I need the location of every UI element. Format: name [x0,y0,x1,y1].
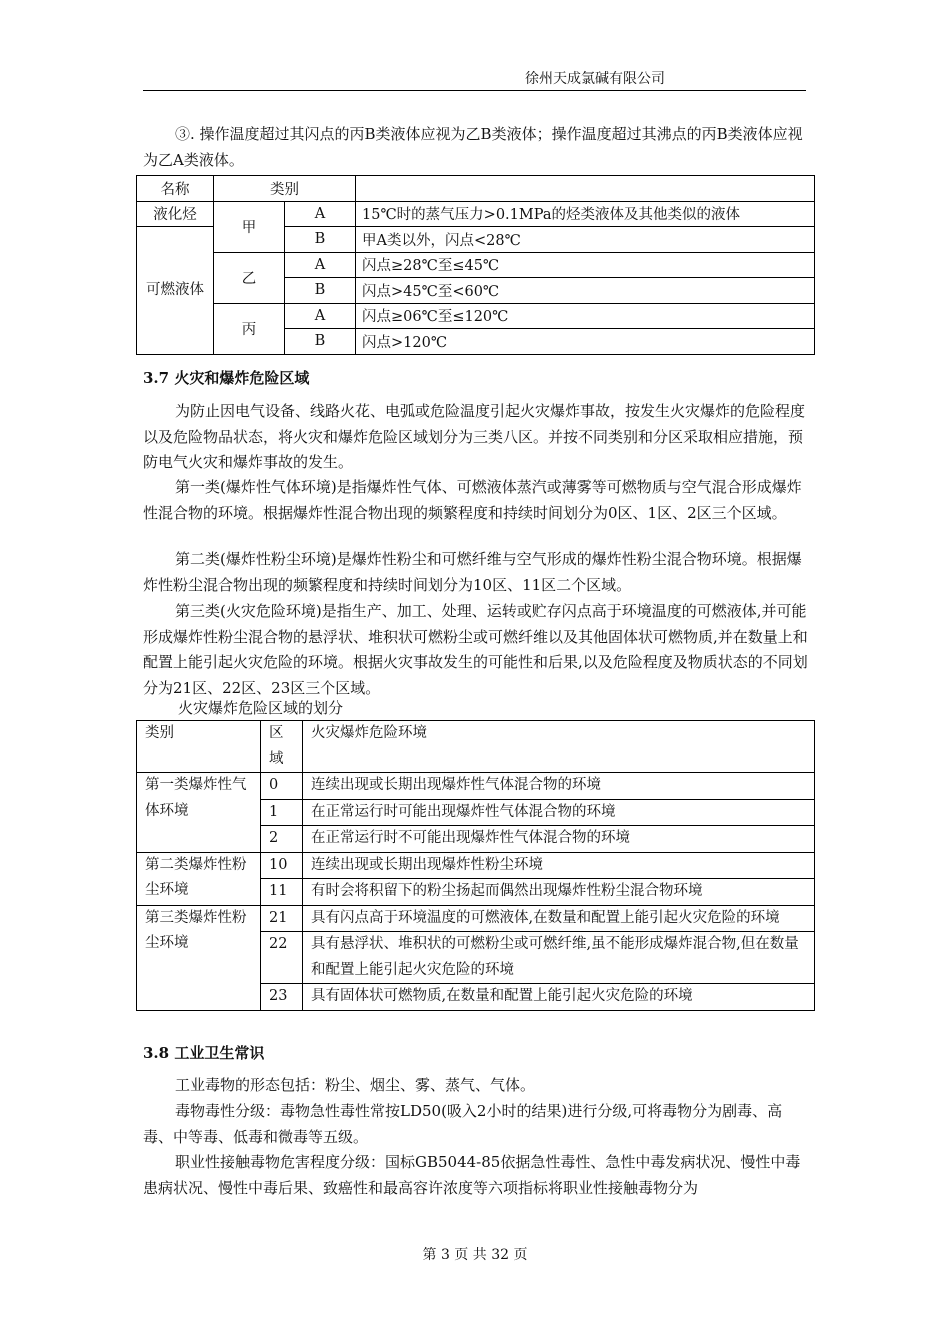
table-cell: 0 [261,773,303,800]
table-cell: A [285,201,356,227]
section-3-7-paragraph: 第三类(火灾危险环境)是指生产、加工、处理、运转或贮存闪点高于环境温度的可燃液体,并可能形成爆炸性粉尘混合物的悬浮状、堆积状可燃粉尘或可燃纤维以及其他固体状可燃物质,并在数量上和配置上能引起火灾危险的环境。根据火灾事故发生的可能性和后果,以及危险程度及物质状态的不同划分为21区、22区、23区三个区域。 [143,602,808,697]
table-row [137,852,815,879]
table-cell: 可燃液体 [137,227,214,355]
table-caption: 火灾爆炸危险区域的划分 [178,699,344,717]
intro-paragraph: ③. 操作温度超过其闪点的丙B类液体应视为乙B类液体；操作温度超过其沸点的丙B类液体应视为乙A类液体。 [143,125,803,169]
table-cell: 第二类爆炸性粉尘环境 [137,852,261,905]
table-cell: 11 [261,879,303,906]
table-cell: 2 [261,826,303,853]
table-cell: 在正常运行时不可能出现爆炸性气体混合物的环境 [303,826,815,853]
table-cell: 乙 [214,252,285,303]
table-cell: 闪点≥06℃至≤120℃ [356,303,815,329]
table-row [137,721,815,773]
table-row [137,773,815,800]
section-3-7-paragraph: 第二类(爆炸性粉尘环境)是爆炸性粉尘和可燃纤维与空气形成的爆炸性粉尘混合物环境。根据爆炸性粉尘混合物出现的频繁程度和持续时间划分为10区、11区二个区域。 [143,550,802,594]
table-cell: 22 [261,932,303,984]
table-cell: 第三类爆炸性粉尘环境 [137,905,261,1010]
table-row [137,252,815,278]
table-cell: 23 [261,984,303,1011]
table-row [137,201,815,227]
header-environment: 火灾爆炸危险环境 [303,721,815,773]
header-category: 类别 [214,176,356,202]
table-cell: A [285,303,356,329]
table-cell: 甲A类以外，闪点<28℃ [356,227,815,253]
table-cell: B [285,329,356,355]
table-cell: 具有悬浮状、堆积状的可燃粉尘或可燃纤维,虽不能形成爆炸混合物,但在数量和配置上能引起火灾危险的环境 [303,932,815,984]
table-cell: 15℃时的蒸气压力>0.1MPa的烃类液体及其他类似的液体 [356,201,815,227]
table-cell: 液化烃 [137,201,214,227]
table-cell: 具有闪点高于环境温度的可燃液体,在数量和配置上能引起火灾危险的环境 [303,905,815,932]
header-name: 名称 [137,176,214,202]
table-cell: 连续出现或长期出现爆炸性气体混合物的环境 [303,773,815,800]
table-cell: B [285,227,356,253]
table-cell: 具有固体状可燃物质,在数量和配置上能引起火灾危险的环境 [303,984,815,1011]
table-cell: 21 [261,905,303,932]
table-cell: 有时会将积留下的粉尘扬起而偶然出现爆炸性粉尘混合物环境 [303,879,815,906]
header-zone: 区域 [261,721,303,773]
header-divider [143,90,806,91]
section-3-8-paragraph: 毒物毒性分级：毒物急性毒性常按LD50(吸入2小时的结果)进行分级,可将毒物分为剧毒、高毒、中等毒、低毒和微毒等五级。 [143,1102,783,1146]
company-name: 徐州天成氯碱有限公司 [525,71,665,87]
table-cell: 闪点>120℃ [356,329,815,355]
table-row [137,905,815,932]
table-cell: 第一类爆炸性气体环境 [137,773,261,853]
table-cell: 甲 [214,201,285,252]
table-cell [356,176,815,202]
table-row [137,176,815,202]
table-cell: B [285,278,356,304]
section-3-7-paragraph: 第一类(爆炸性气体环境)是指爆炸性气体、可燃液体蒸汽或薄雾等可燃物质与空气混合形成爆炸性混合物的环境。根据爆炸性混合物出现的频繁程度和持续时间划分为0区、1区、2区三个区域。 [143,478,802,522]
table-cell: 1 [261,799,303,826]
section-3-8-paragraph: 职业性接触毒物危害程度分级：国标GB5044-85依据急性毒性、急性中毒发病状况、慢性中毒患病状况、慢性中毒后果、致癌性和最高容许浓度等六项指标将职业性接触毒物分为 [143,1153,801,1197]
table-cell: 丙 [214,303,285,354]
page-number: 第 3 页 共 32 页 [422,1247,528,1263]
table-cell: 连续出现或长期出现爆炸性粉尘环境 [303,852,815,879]
table-cell: 闪点>45℃至<60℃ [356,278,815,304]
table-cell: 闪点≥28℃至≤45℃ [356,252,815,278]
table-cell: 10 [261,852,303,879]
header-category: 类别 [137,721,261,773]
section-3-7-title: 3.7 火灾和爆炸危险区域 [143,369,310,387]
table-row [137,303,815,329]
hazard-zone-table [136,720,815,1011]
section-3-8-paragraph: 工业毒物的形态包括：粉尘、烟尘、雾、蒸气、气体。 [175,1076,536,1094]
section-3-8-title: 3.8 工业卫生常识 [143,1044,265,1062]
liquid-classification-table [136,175,815,355]
table-cell: A [285,252,356,278]
section-3-7-paragraph: 为防止因电气设备、线路火花、电弧或危险温度引起火灾爆炸事故，按发生火灾爆炸的危险程度以及危险物品状态，将火灾和爆炸危险区域划分为三类八区。并按不同类别和分区采取相应措施，预防电气火灾和爆炸事故的发生。 [143,402,806,471]
table-cell: 在正常运行时可能出现爆炸性气体混合物的环境 [303,799,815,826]
